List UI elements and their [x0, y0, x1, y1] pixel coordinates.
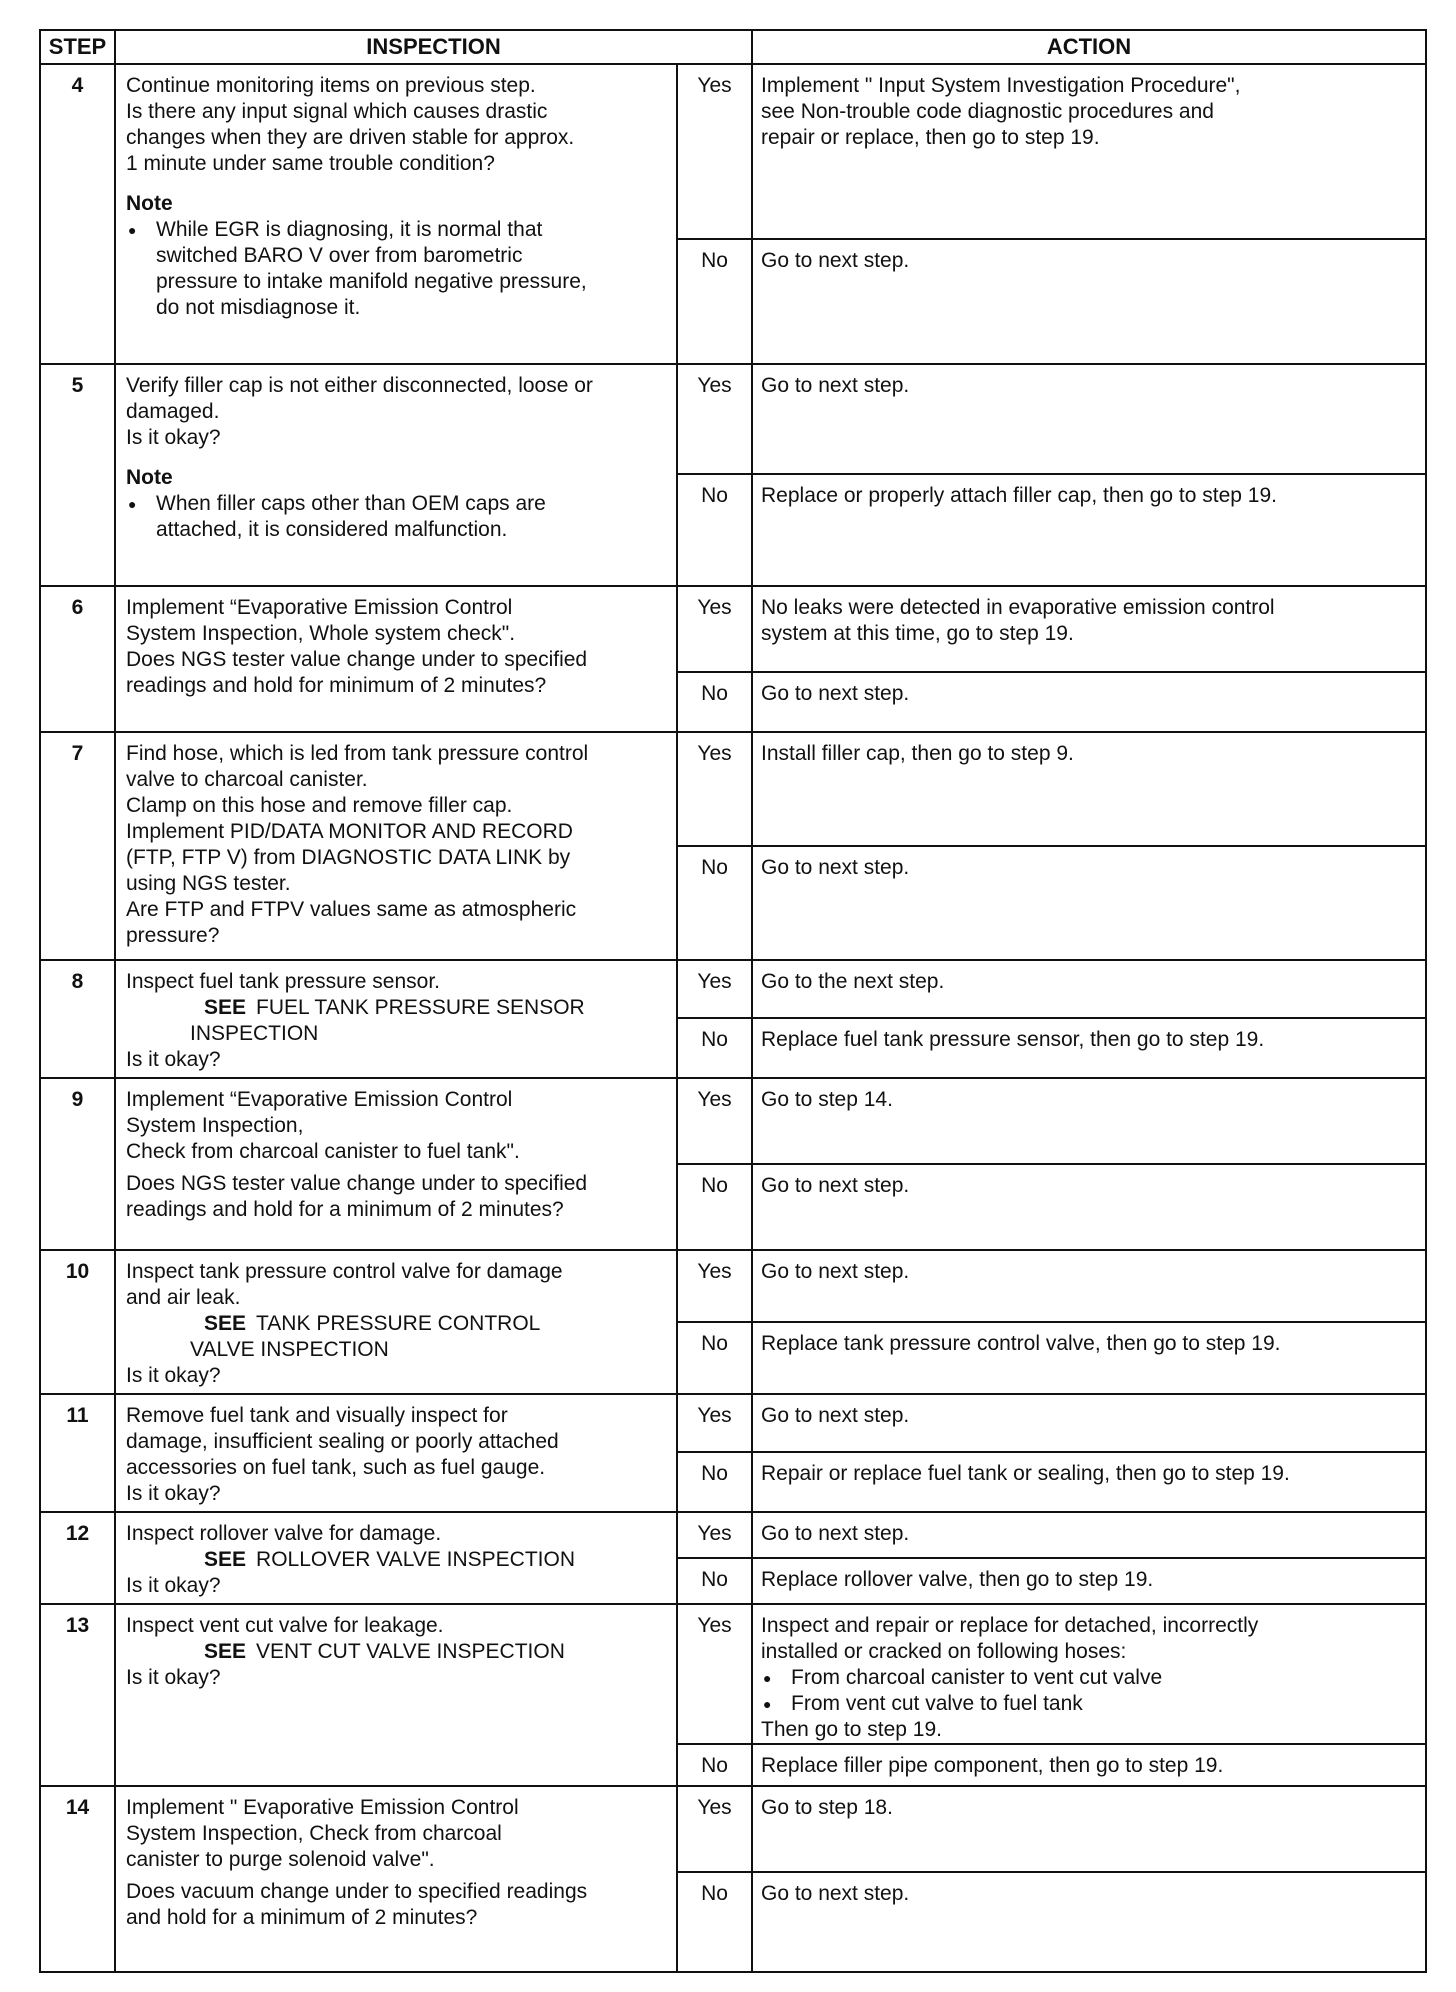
no-label: No — [677, 672, 752, 732]
action-line: Replace tank pressure control valve, then go to step 19. — [761, 1332, 1281, 1355]
inspection-line: Implement “Evaporative Emission Control — [126, 1088, 513, 1111]
inspection-line: and air leak. — [126, 1286, 241, 1309]
yes-label: Yes — [677, 732, 752, 846]
action-yes — [752, 732, 1426, 846]
step-number: 4 — [40, 64, 115, 364]
inspection-line: Check from charcoal canister to fuel tank". — [126, 1140, 520, 1163]
action-yes — [752, 64, 1426, 239]
action-line: Install filler cap, then go to step 9. — [761, 742, 1074, 765]
table-row — [40, 1250, 1426, 1322]
table-row — [40, 586, 1426, 672]
inspection-cell — [115, 586, 677, 732]
see-target: TANK PRESSURE CONTROL — [256, 1312, 541, 1335]
step-number: 12 — [40, 1512, 115, 1604]
action-line: system at this time, go to step 19. — [761, 622, 1074, 645]
inspection-question: Is it okay? — [126, 1048, 221, 1071]
action-bullet: ● From vent cut valve to fuel tank — [761, 1691, 1417, 1717]
inspection-line: valve to charcoal canister. — [126, 768, 368, 791]
yes-label: Yes — [677, 960, 752, 1018]
inspection-line: System Inspection, Whole system check". — [126, 622, 516, 645]
table-row — [40, 732, 1426, 846]
step-number: 10 — [40, 1250, 115, 1394]
note-line: ● While EGR is diagnosing, it is normal that — [156, 218, 543, 241]
action-yes — [752, 1078, 1426, 1164]
yes-label: Yes — [677, 1078, 752, 1164]
yes-label: Yes — [677, 1604, 752, 1744]
inspection-line: Implement " Evaporative Emission Control — [126, 1796, 519, 1819]
action-line: Go to next step. — [761, 1404, 910, 1427]
header-inspection: INSPECTION — [115, 30, 752, 64]
inspection-line: Does vacuum change under to specified readings — [126, 1880, 588, 1903]
header-step: STEP — [40, 30, 115, 64]
note-line: ● When filler caps other than OEM caps are — [156, 492, 546, 515]
table-row — [40, 364, 1426, 474]
inspection-cell — [115, 1394, 677, 1512]
inspection-line: System Inspection, — [126, 1114, 304, 1137]
yes-label: Yes — [677, 64, 752, 239]
action-line: No leaks were detected in evaporative emission control — [761, 596, 1275, 619]
inspection-cell — [115, 1250, 677, 1394]
note-label: Note — [126, 466, 173, 489]
no-label: No — [677, 474, 752, 586]
inspection-line: Inspect tank pressure control valve for damage — [126, 1260, 563, 1283]
inspection-line: Is it okay? — [126, 1482, 221, 1505]
step-number: 9 — [40, 1078, 115, 1250]
inspection-line: damage, insufficient sealing or poorly attached — [126, 1430, 559, 1453]
see-target: VENT CUT VALVE INSPECTION — [256, 1640, 565, 1663]
yes-label: Yes — [677, 586, 752, 672]
action-line: see Non-trouble code diagnostic procedures and — [761, 100, 1214, 123]
header-action: ACTION — [752, 30, 1426, 64]
action-line: Repair or replace fuel tank or sealing, then go to step 19. — [761, 1462, 1290, 1485]
inspection-cell — [115, 732, 677, 960]
action-line: Go to next step. — [761, 1260, 910, 1283]
inspection-line: Is it okay? — [126, 426, 221, 449]
inspection-line: (FTP, FTP V) from DIAGNOSTIC DATA LINK by — [126, 846, 571, 869]
table-row — [40, 1786, 1426, 1872]
action-no — [752, 1872, 1426, 1972]
no-label: No — [677, 1018, 752, 1078]
inspection-cell — [115, 1786, 677, 1972]
see-target-cont: VALVE INSPECTION — [190, 1338, 389, 1361]
inspection-line: Inspect rollover valve for damage. — [126, 1522, 442, 1545]
note-line: attached, it is considered malfunction. — [156, 518, 508, 541]
action-line: Replace rollover valve, then go to step 19. — [761, 1568, 1154, 1591]
inspection-line: Clamp on this hose and remove filler cap. — [126, 794, 513, 817]
no-label: No — [677, 1322, 752, 1394]
action-line: Go to next step. — [761, 1522, 910, 1545]
action-line: Go to next step. — [761, 249, 910, 272]
inspection-line: canister to purge solenoid valve". — [126, 1848, 435, 1871]
action-yes — [752, 1604, 1426, 1744]
no-label: No — [677, 1558, 752, 1604]
inspection-line: damaged. — [126, 400, 220, 423]
inspection-question: Is it okay? — [126, 1574, 221, 1597]
inspection-line: readings and hold for minimum of 2 minutes? — [126, 674, 547, 697]
yes-label: Yes — [677, 364, 752, 474]
inspection-line: Inspect fuel tank pressure sensor. — [126, 970, 441, 993]
yes-label: Yes — [677, 1394, 752, 1452]
see-label: SEE — [204, 1640, 247, 1663]
inspection-cell — [115, 364, 677, 586]
see-label: SEE — [204, 996, 247, 1019]
action-no — [752, 846, 1426, 960]
inspection-cell — [115, 1512, 677, 1604]
see-label: SEE — [204, 1548, 247, 1571]
action-line: Go to next step. — [761, 374, 910, 397]
note-bullet — [126, 491, 666, 543]
see-label: SEE — [204, 1312, 247, 1335]
table-row — [40, 64, 1426, 239]
action-yes — [752, 586, 1426, 672]
action-line: Replace fuel tank pressure sensor, then go to step 19. — [761, 1028, 1265, 1051]
action-no — [752, 239, 1426, 364]
inspection-cell — [115, 64, 677, 364]
yes-label: Yes — [677, 1250, 752, 1322]
action-bullet: ● From charcoal canister to vent cut valve — [761, 1665, 1417, 1691]
step-number: 5 — [40, 364, 115, 586]
table-row — [40, 1512, 1426, 1558]
no-label: No — [677, 846, 752, 960]
action-line: Go to next step. — [761, 856, 910, 879]
inspection-line: and hold for a minimum of 2 minutes? — [126, 1906, 478, 1929]
action-line: Then go to step 19. — [761, 1718, 942, 1741]
inspection-line: Implement “Evaporative Emission Control — [126, 596, 513, 619]
action-yes — [752, 960, 1426, 1018]
inspection-line: Does NGS tester value change under to specified — [126, 648, 588, 671]
note-label: Note — [126, 192, 173, 215]
note-line: pressure to intake manifold negative pressure, — [156, 270, 587, 293]
see-reference — [126, 995, 666, 1021]
action-line: installed or cracked on following hoses: — [761, 1640, 1127, 1663]
see-target: FUEL TANK PRESSURE SENSOR — [256, 996, 585, 1019]
action-no — [752, 1558, 1426, 1604]
table-header-row — [40, 30, 1426, 64]
action-no — [752, 1164, 1426, 1250]
step-number: 14 — [40, 1786, 115, 1972]
action-line: Go to the next step. — [761, 970, 945, 993]
action-line: Go to step 18. — [761, 1796, 893, 1819]
note-line: switched BARO V over from barometric — [156, 244, 523, 267]
note-line: do not misdiagnose it. — [156, 296, 361, 319]
action-no — [752, 1452, 1426, 1512]
inspection-question: Is it okay? — [126, 1666, 221, 1689]
step-number: 8 — [40, 960, 115, 1078]
action-yes — [752, 1512, 1426, 1558]
step-number: 11 — [40, 1394, 115, 1512]
action-no — [752, 672, 1426, 732]
inspection-line: Does NGS tester value change under to specified — [126, 1172, 588, 1195]
inspection-line: Inspect vent cut valve for leakage. — [126, 1614, 444, 1637]
action-no — [752, 474, 1426, 586]
action-line: Replace or properly attach filler cap, then go to step 19. — [761, 484, 1277, 507]
step-number: 13 — [40, 1604, 115, 1786]
action-yes — [752, 1394, 1426, 1452]
inspection-line: pressure? — [126, 924, 220, 947]
inspection-line: Remove fuel tank and visually inspect for — [126, 1404, 508, 1427]
action-yes — [752, 1786, 1426, 1872]
action-line: repair or replace, then go to step 19. — [761, 126, 1100, 149]
action-no — [752, 1744, 1426, 1786]
inspection-cell — [115, 1078, 677, 1250]
inspection-line: accessories on fuel tank, such as fuel gauge. — [126, 1456, 546, 1479]
inspection-line: System Inspection, Check from charcoal — [126, 1822, 502, 1845]
inspection-question: Is it okay? — [126, 1364, 221, 1387]
action-line: Go to next step. — [761, 1882, 910, 1905]
action-line: Inspect and repair or replace for detached, incorrectly — [761, 1614, 1259, 1637]
no-label: No — [677, 1872, 752, 1972]
inspection-line: using NGS tester. — [126, 872, 291, 895]
inspection-cell — [115, 1604, 677, 1786]
no-label: No — [677, 1452, 752, 1512]
table-row — [40, 1078, 1426, 1164]
action-no — [752, 1322, 1426, 1394]
step-number: 7 — [40, 732, 115, 960]
table-row — [40, 960, 1426, 1018]
inspection-line: readings and hold for a minimum of 2 minutes? — [126, 1198, 564, 1221]
inspection-line: Find hose, which is led from tank pressure control — [126, 742, 589, 765]
see-reference — [126, 1639, 666, 1665]
inspection-line: Continue monitoring items on previous step. — [126, 74, 536, 97]
action-no — [752, 1018, 1426, 1078]
inspection-line: Are FTP and FTPV values same as atmospheric — [126, 898, 577, 921]
action-line: Go to step 14. — [761, 1088, 893, 1111]
see-target: ROLLOVER VALVE INSPECTION — [256, 1548, 576, 1571]
no-label: No — [677, 1164, 752, 1250]
inspection-line: Verify filler cap is not either disconnected, loose or — [126, 374, 593, 397]
inspection-line: changes when they are driven stable for approx. — [126, 126, 575, 149]
step-number: 6 — [40, 586, 115, 732]
action-line: Implement " Input System Investigation Procedure", — [761, 74, 1241, 97]
inspection-line: Is there any input signal which causes drastic — [126, 100, 548, 123]
table-row — [40, 1604, 1426, 1744]
action-yes — [752, 1250, 1426, 1322]
see-target-cont: INSPECTION — [190, 1022, 319, 1045]
diagnostic-table — [39, 29, 1427, 1973]
inspection-line: Implement PID/DATA MONITOR AND RECORD — [126, 820, 573, 843]
inspection-line: 1 minute under same trouble condition? — [126, 152, 495, 175]
action-line: Go to next step. — [761, 682, 910, 705]
action-yes — [752, 364, 1426, 474]
action-line: Replace filler pipe component, then go to step 19. — [761, 1754, 1224, 1777]
note-bullet — [126, 217, 666, 321]
yes-label: Yes — [677, 1512, 752, 1558]
no-label: No — [677, 1744, 752, 1786]
inspection-cell — [115, 960, 677, 1078]
action-line: Go to next step. — [761, 1174, 910, 1197]
see-reference — [126, 1547, 666, 1573]
table-row — [40, 1394, 1426, 1452]
no-label: No — [677, 239, 752, 364]
see-reference — [126, 1311, 666, 1337]
yes-label: Yes — [677, 1786, 752, 1872]
